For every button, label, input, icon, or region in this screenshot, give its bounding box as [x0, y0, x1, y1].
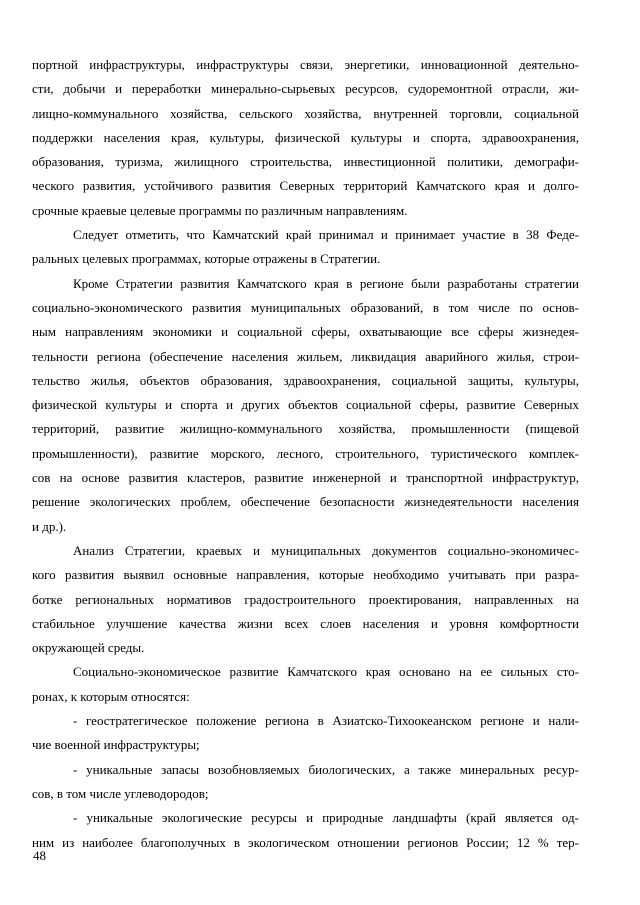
text-line: социально-экономического развития муниципальных образований, в том числе по основ-: [32, 299, 579, 315]
text-line: Социально-экономическое развитие Камчатского края основано на ее сильных сто-: [73, 664, 579, 680]
text-line: промышленности), развитие морского, лесного, строительного, туристического комплек-: [32, 445, 579, 461]
text-line: Анализ Стратегии, краевых и муниципальных документов социально-экономичес-: [73, 542, 579, 558]
text-line: лищно-коммунального хозяйства, сельского хозяйства, внутренней торговли, социальной: [32, 105, 579, 121]
text-line: решение экологических проблем, обеспечение безопасности жизнедеятельности населения: [32, 494, 579, 510]
text-line: стабильное улучшение качества жизни всех слоев населения и уровня комфортности: [32, 615, 579, 631]
text-line: тельство жилья, объектов образования, здравоохранения, социальной защиты, культуры,: [32, 372, 579, 388]
text-line: тельности региона (обеспечение населения жильем, ликвидация аварийного жилья, строи-: [32, 348, 579, 364]
text-line: ческого развития, устойчивого развития Северных территорий Камчатского края и долго-: [32, 178, 579, 194]
text-line: срочные краевые целевые программы по различным направлениям.: [32, 202, 408, 218]
text-line: ным направлениям экономики и социальной сферы, охватывающие все сферы жизнедея-: [32, 324, 579, 340]
text-line: территорий, развитие жилищно-коммунального хозяйства, промышленности (пищевой: [32, 421, 579, 437]
paragraph: [32, 272, 579, 539]
list-item: [32, 709, 579, 758]
text-line: физической культуры и спорта и других объектов социальной сферы, развитие Северных: [32, 397, 579, 413]
text-line: портной инфраструктуры, инфраструктуры связи, энергетики, инновационной деятельно-: [32, 57, 579, 72]
text-line: чие военной инфраструктуры;: [32, 737, 200, 753]
text-line: образования, туризма, жилищного строительства, инвестиционной политики, демографи-: [32, 154, 579, 170]
text-line: - уникальные экологические ресурсы и природные ландшафты (край является од-: [73, 810, 579, 826]
document-body: [32, 53, 579, 855]
text-line: - геостратегическое положение региона в Азиатско-Тихоокеанском регионе и нали-: [73, 713, 579, 729]
page-number: 48: [33, 848, 46, 863]
text-line: сов, в том числе углеводородов;: [32, 785, 209, 801]
text-line: ральных целевых программах, которые отражены в Стратегии.: [32, 251, 381, 267]
text-line: окружающей среды.: [32, 640, 145, 656]
text-line: Кроме Стратегии развития Камчатского края в регионе были разработаны стратегии: [73, 275, 579, 291]
text-line: ботке региональных нормативов градостроительного проектирования, направленных на: [32, 591, 579, 607]
text-line: сти, добычи и переработки минерально-сырьевых ресурсов, судоремонтной отрасли, жи-: [32, 81, 579, 97]
text-line: ронах, к которым относятся:: [32, 688, 190, 704]
text-line: Следует отметить, что Камчатский край принимал и принимает участие в 38 Феде-: [73, 227, 579, 243]
paragraph: [32, 53, 579, 223]
list-item: [32, 806, 579, 855]
paragraph: [32, 539, 579, 660]
list-item: [32, 758, 579, 807]
text-line: поддержки населения края, культуры, физической культуры и спорта, здравоохранения,: [32, 129, 579, 145]
text-line: кого развития выявил основные направления, которые необходимо учитывать при разра-: [32, 567, 579, 583]
text-line: сов на основе развития кластеров, развитие инженерной и транспортной инфраструктур,: [32, 470, 579, 486]
text-line: - уникальные запасы возобновляемых биологических, а также минеральных ресур-: [73, 761, 579, 777]
text-line: ним из наиболее благополучных в экологическом отношении регионов России; 12 % тер-: [32, 834, 579, 850]
text-line: и др.).: [32, 518, 67, 534]
paragraph: [32, 223, 579, 272]
paragraph: [32, 660, 579, 709]
